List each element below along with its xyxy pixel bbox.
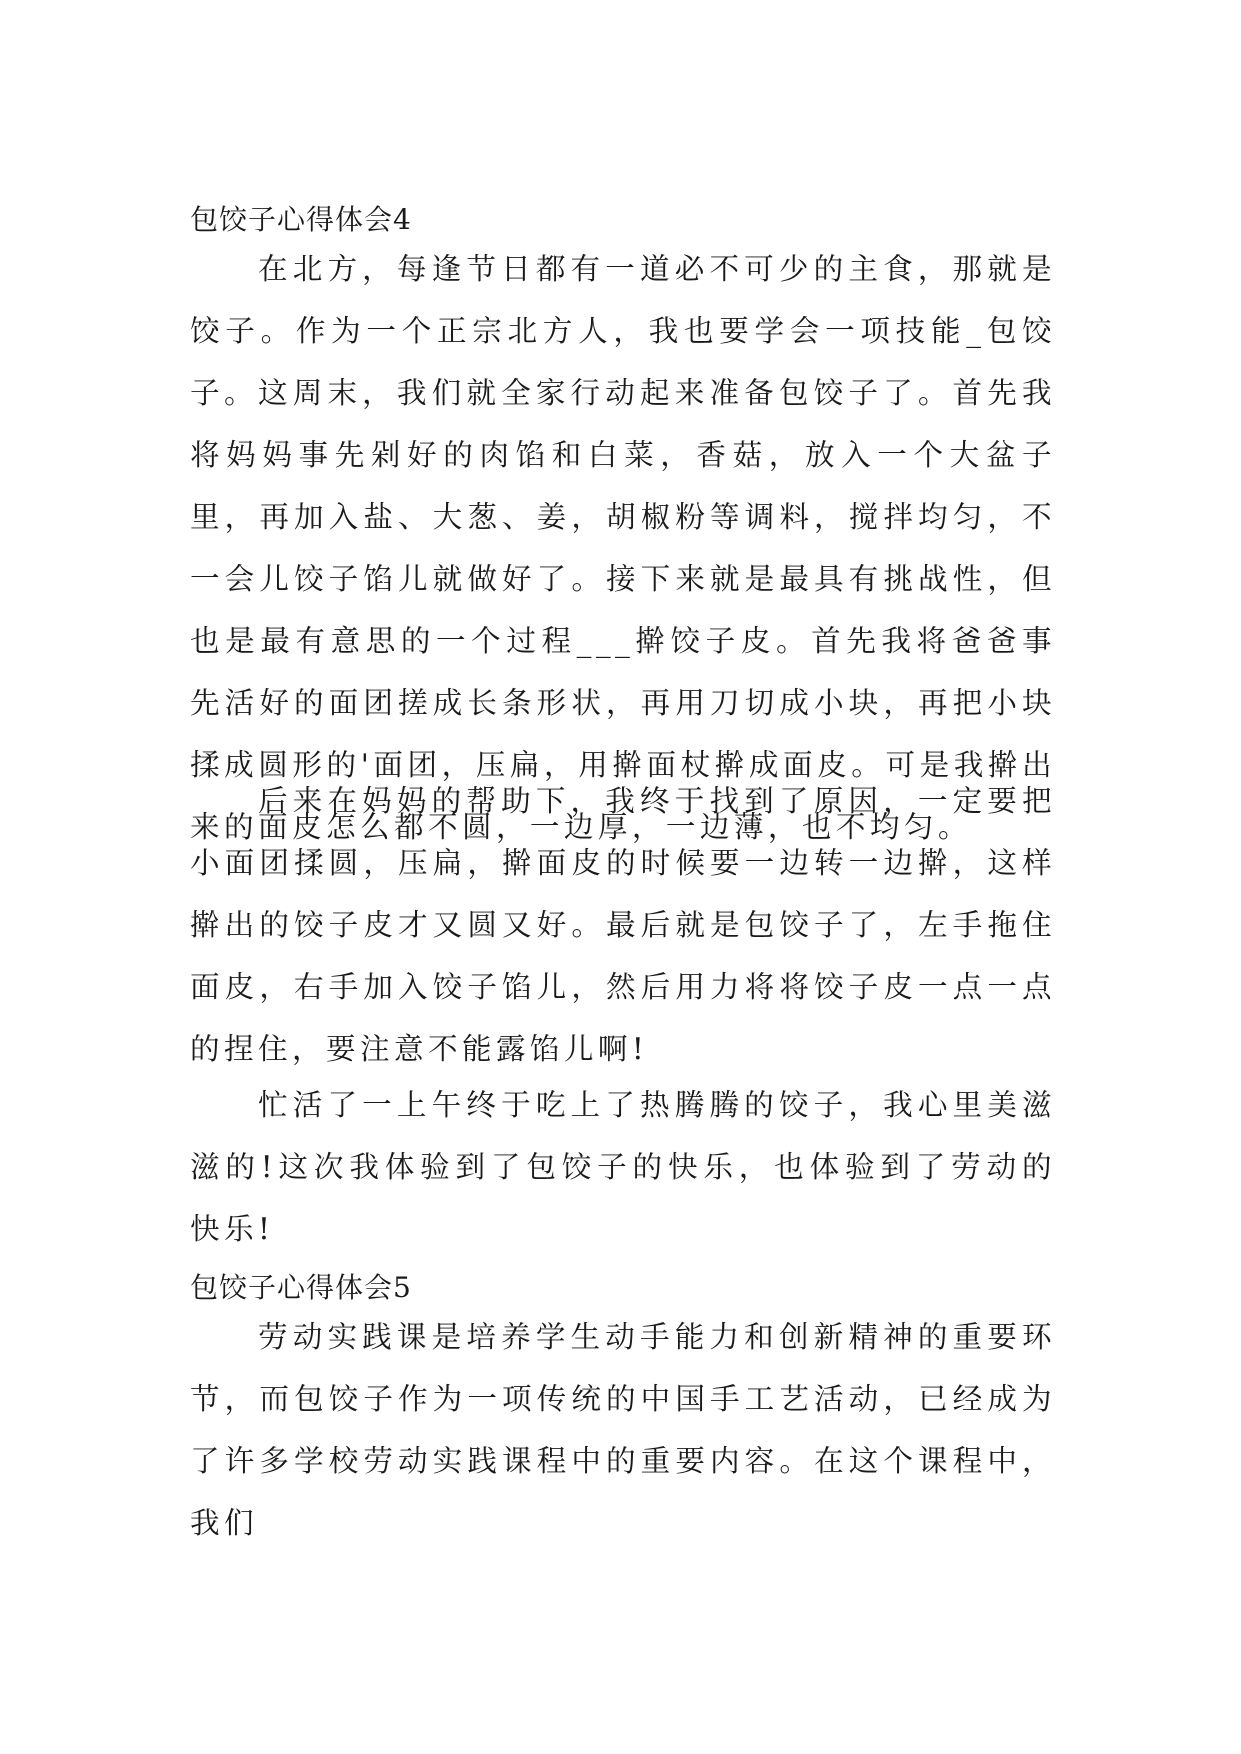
section-4-paragraph-4: 忙活了一上午终于吃上了热腾腾的饺子，我心里美滋滋的!这次我体验到了包饺子的快乐，也体验到了劳动的快乐! [190,1088,1056,1246]
section-5-heading: 包饺子心得体会5 [190,1271,412,1304]
section-4-paragraph-1: 在北方，每逢节日都有一道必不可少的主食，那就是饺子。作为一个正宗北方人，我也要学会一项技能_包饺子。 [190,252,1056,410]
section-4-heading: 包饺子心得体会4 [190,203,412,236]
section-5-paragraph-1: 劳动实践课是培养学生动手能力和创新精神的重要环节，而包饺子作为一项传统的中国手工艺活动，已经成为了许多学校劳动实践课程中的重要内容。在这个课程中，我们 [190,1320,1056,1540]
section-4-paragraph-2: 这周末，我们就全家行动起来准备包饺子了。首先我将妈妈事先剁好的肉馅和白菜，香菇，放入一个大盆子里，再加入盐、大葱、姜，胡椒粉等调料，搅拌均匀，不一会儿饺子馅儿就做好了。接下来就是最具有挑战性，但也是最有意思的一个过程___擀饺子皮。首先我将爸爸事先活好的面团搓成长条形状，再用刀切成小块，再把小块揉成圆形的'面团，压扁，用擀面杖擀成面皮。可是我擀出来的面皮怎么都不圆，一边厚，一边薄，也不均匀。 [190,376,1056,844]
section-4-paragraph-3: 后来在妈妈的帮助下，我终于找到了原因，一定要把小面团揉圆，压扁，擀面皮的时候要一边转一边擀，这样擀出的饺子皮才又圆又好。最后就是包饺子了，左手拖住面皮，右手加入饺子馅儿，然后用力将将饺子皮一点一点的捏住，要注意不能露馅儿啊! [190,784,1056,1066]
